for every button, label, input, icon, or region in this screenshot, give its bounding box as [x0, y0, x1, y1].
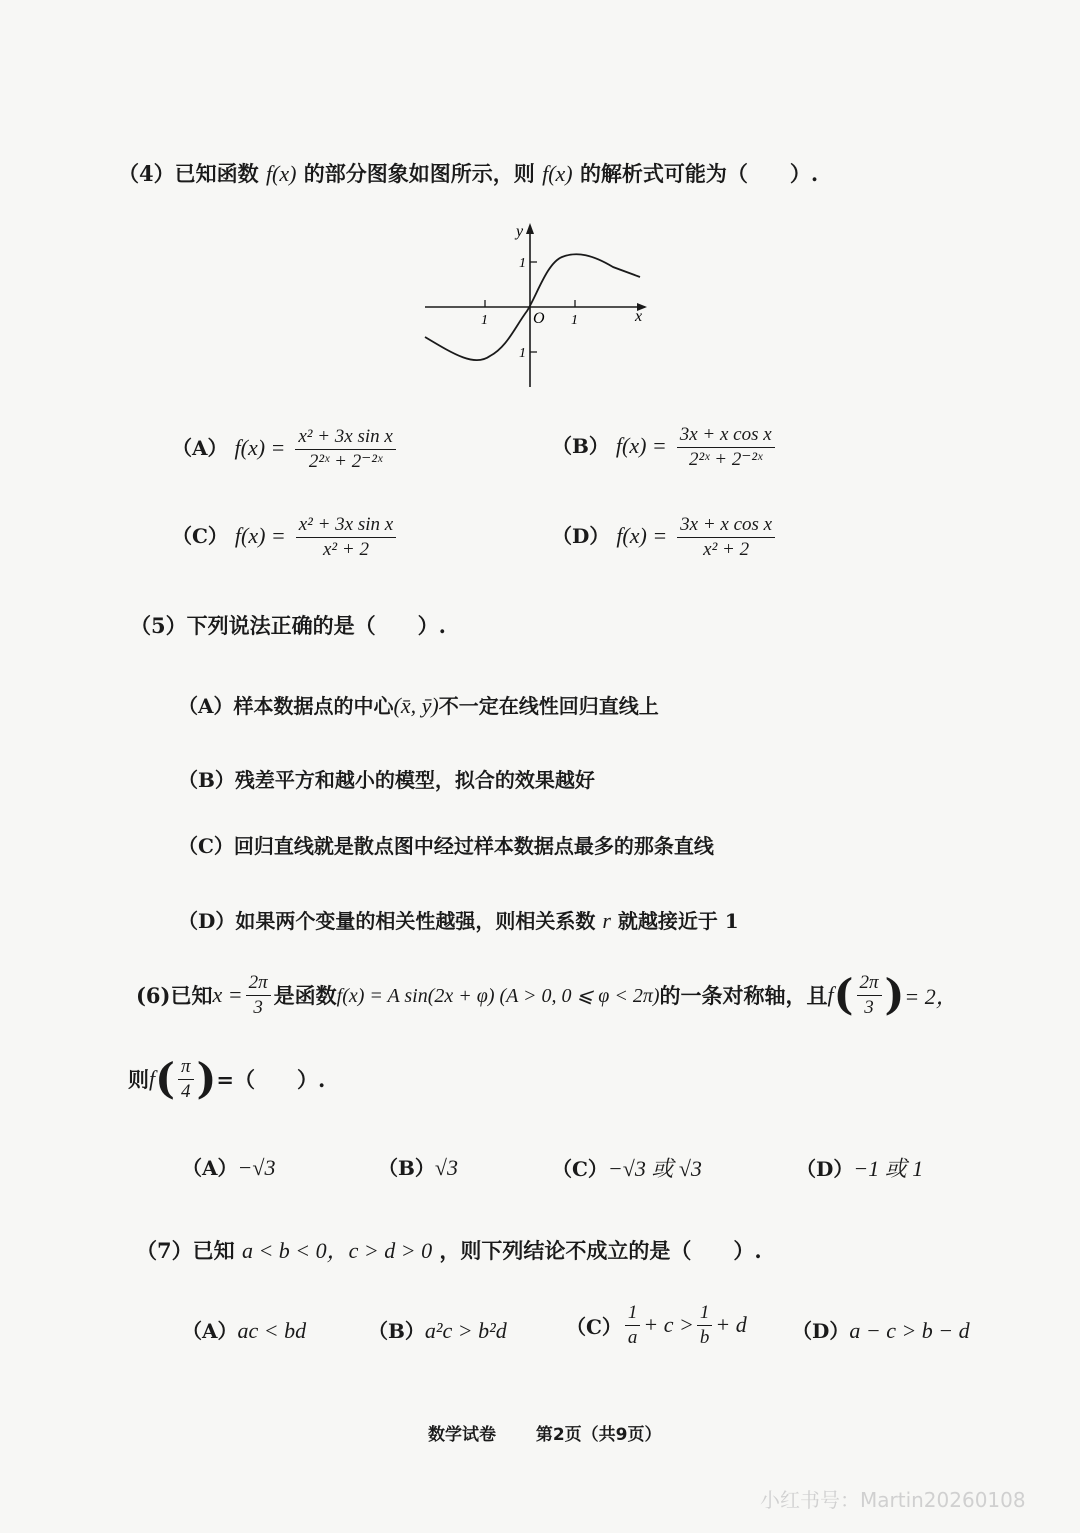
- q5-option-d-r: r: [602, 908, 611, 933]
- q4-fx-2: f(x): [542, 161, 573, 186]
- graph-x-label: x: [635, 308, 643, 325]
- q4-option-d-label: （D）: [552, 523, 610, 548]
- q6-option-c-label: （C）: [552, 1157, 608, 1181]
- q4-option-c[interactable]: [172, 514, 399, 561]
- q4-stem: [118, 158, 818, 188]
- q6-line2-post: =（ ）.: [216, 1067, 326, 1093]
- q7-option-c-n2: 1: [697, 1302, 713, 1326]
- footer-page: 第2页（共9页）: [535, 1425, 662, 1445]
- q6-option-d[interactable]: [796, 1152, 923, 1183]
- q7-option-a-label: （A）: [182, 1319, 238, 1343]
- q5-option-a-pre: （A）样本数据点的中心: [178, 694, 394, 718]
- q6-option-b-label: （B）: [378, 1156, 435, 1180]
- q7-option-c-d2: b: [699, 1326, 710, 1348]
- q6-right-paren-1: ): [884, 970, 905, 1020]
- q7-option-c-n1: 1: [625, 1302, 641, 1326]
- graph-tick-neg-y: 1: [519, 346, 526, 361]
- graph-y-label: y: [516, 223, 524, 240]
- page-footer: [428, 1420, 662, 1445]
- q6-stem-line1: [136, 972, 958, 1019]
- q7-pre: （7）已知: [136, 1238, 235, 1263]
- q6-function: f(x) = A sin(2x + φ) (A > 0, 0 ⩽ φ < 2π): [336, 984, 660, 1007]
- q6-option-a-value: −√3: [237, 1155, 276, 1180]
- q4-option-b-lhs: f(x) =: [615, 432, 667, 458]
- q7-option-c[interactable]: [566, 1302, 747, 1349]
- q6-axis-den: 3: [253, 996, 263, 1018]
- q7-option-d-expr: a − c > b − d: [849, 1318, 970, 1343]
- q4-stem-c: 的解析式可能为（ ）.: [579, 161, 819, 186]
- graph-tick-neg-x: 1: [481, 313, 488, 328]
- q7-option-c-frac2: [697, 1302, 713, 1349]
- watermark: 小红书号：Martin20260108: [760, 1488, 1026, 1512]
- q7-option-d-label: （D）: [792, 1319, 850, 1343]
- q7-option-b[interactable]: [368, 1315, 507, 1344]
- q4-option-b-den: 2²ˣ + 2⁻²ˣ: [688, 448, 763, 470]
- q6-option-b[interactable]: [378, 1152, 458, 1181]
- q4-option-a-label: （A）: [172, 435, 228, 460]
- q7-option-a-expr: ac < bd: [237, 1318, 307, 1343]
- q6-option-b-value: √3: [434, 1155, 458, 1180]
- q4-option-c-den: x² + 2: [323, 538, 369, 560]
- q4-option-a-den: 2²ˣ + 2⁻²ˣ: [308, 450, 383, 472]
- q5-option-a[interactable]: [178, 690, 659, 719]
- graph-origin-label: O: [533, 310, 545, 327]
- q7-option-b-expr: a²c > b²d: [424, 1318, 507, 1343]
- q4-option-c-label: （C）: [172, 523, 228, 548]
- q6-option-a-label: （A）: [182, 1156, 238, 1180]
- q6-x-eq: x =: [212, 982, 243, 1008]
- q6-axis-fraction: [246, 972, 271, 1019]
- q6-value-den: 3: [864, 996, 874, 1018]
- q4-option-d-lhs: f(x) =: [616, 522, 668, 548]
- q6-option-c[interactable]: [552, 1152, 702, 1183]
- q7-option-c-mid: + c >: [643, 1312, 694, 1338]
- q6-mid: 是函数: [273, 983, 337, 1009]
- q4-option-a[interactable]: [172, 426, 399, 473]
- q6-option-c-value: −√3 或 √3: [607, 1156, 702, 1181]
- q5-option-a-math: (x̄, ȳ): [393, 693, 439, 718]
- q7-post: ，则下列结论不成立的是（ ）.: [439, 1238, 762, 1263]
- q5-option-c[interactable]: （C）回归直线就是散点图中经过样本数据点最多的那条直线: [178, 834, 714, 858]
- q6-option-d-value: −1 或 1: [853, 1156, 924, 1181]
- q4-option-b[interactable]: [552, 424, 778, 471]
- q6-mid2: 的一条对称轴，且: [659, 983, 828, 1009]
- q6-f-lhs: f: [827, 982, 834, 1008]
- q6-query-den: 4: [181, 1080, 191, 1102]
- q6-value-rhs: = 2，: [904, 983, 958, 1009]
- q6-pre: (6)已知: [136, 983, 213, 1009]
- q4-option-d[interactable]: [552, 514, 778, 561]
- q6-left-paren-2: (: [155, 1054, 175, 1104]
- footer-subject: 数学试卷: [428, 1425, 496, 1445]
- q4-option-b-num: 3x + x cos x: [677, 424, 775, 448]
- q6-option-d-label: （D）: [796, 1157, 854, 1181]
- q6-right-paren-2: ): [196, 1054, 217, 1104]
- q6-value-num: 2π: [857, 972, 882, 996]
- q7-option-a[interactable]: [182, 1315, 306, 1344]
- q4-option-d-den: x² + 2: [703, 538, 750, 560]
- q4-option-c-lhs: f(x) =: [234, 522, 286, 548]
- q7-option-c-d1: a: [627, 1326, 638, 1348]
- q4-option-a-lhs: f(x) =: [234, 434, 286, 460]
- q5-option-d-post: 就越接近于 1: [617, 909, 739, 933]
- q4-function-graph: [415, 215, 655, 395]
- q7-stem: [136, 1234, 762, 1265]
- q6-stem-line2: [128, 1056, 325, 1103]
- q7-option-c-frac1: [625, 1302, 641, 1349]
- q6-left-paren-1: (: [833, 970, 854, 1020]
- q7-condition: a < b < 0，c > d > 0: [241, 1238, 433, 1263]
- q4-option-d-num: 3x + x cos x: [677, 514, 775, 538]
- graph-tick-pos-y: 1: [519, 256, 526, 271]
- q6-line2-f: f: [149, 1066, 156, 1092]
- graph-tick-pos-x: 1: [571, 313, 578, 328]
- q4-stem-b: 的部分图象如图所示，则: [303, 161, 535, 186]
- q4-option-b-fraction: [677, 424, 775, 471]
- q6-line2-pre: 则: [128, 1067, 149, 1093]
- q4-option-a-num: x² + 3x sin x: [295, 426, 396, 450]
- q4-option-c-fraction: [296, 514, 397, 561]
- q5-option-d[interactable]: [178, 905, 739, 934]
- q6-value-fraction: [857, 972, 882, 1019]
- q5-option-b[interactable]: （B）残差平方和越小的模型，拟合的效果越好: [178, 768, 595, 792]
- q6-query-num: π: [178, 1056, 194, 1080]
- q6-query-fraction: [178, 1056, 194, 1103]
- q4-option-b-label: （B）: [552, 433, 609, 458]
- q5-option-d-pre: （D）如果两个变量的相关性越强，则相关系数: [178, 909, 596, 933]
- q7-option-c-label: （C）: [566, 1314, 622, 1339]
- q6-option-a[interactable]: [182, 1152, 275, 1181]
- q7-option-b-label: （B）: [368, 1319, 425, 1343]
- q7-option-d[interactable]: [792, 1315, 970, 1344]
- q4-stem-a: （4）已知函数: [118, 161, 259, 186]
- q4-option-d-fraction: [677, 514, 775, 561]
- q4-option-a-fraction: [295, 426, 396, 473]
- q4-fx: f(x): [265, 161, 297, 186]
- q5-option-a-post: 不一定在线性回归直线上: [438, 694, 659, 718]
- q7-option-c-tail: + d: [715, 1312, 747, 1338]
- q4-option-c-num: x² + 3x sin x: [296, 514, 397, 538]
- q6-axis-num: 2π: [246, 972, 271, 996]
- q5-stem: （5）下列说法正确的是（ ）.: [130, 613, 446, 638]
